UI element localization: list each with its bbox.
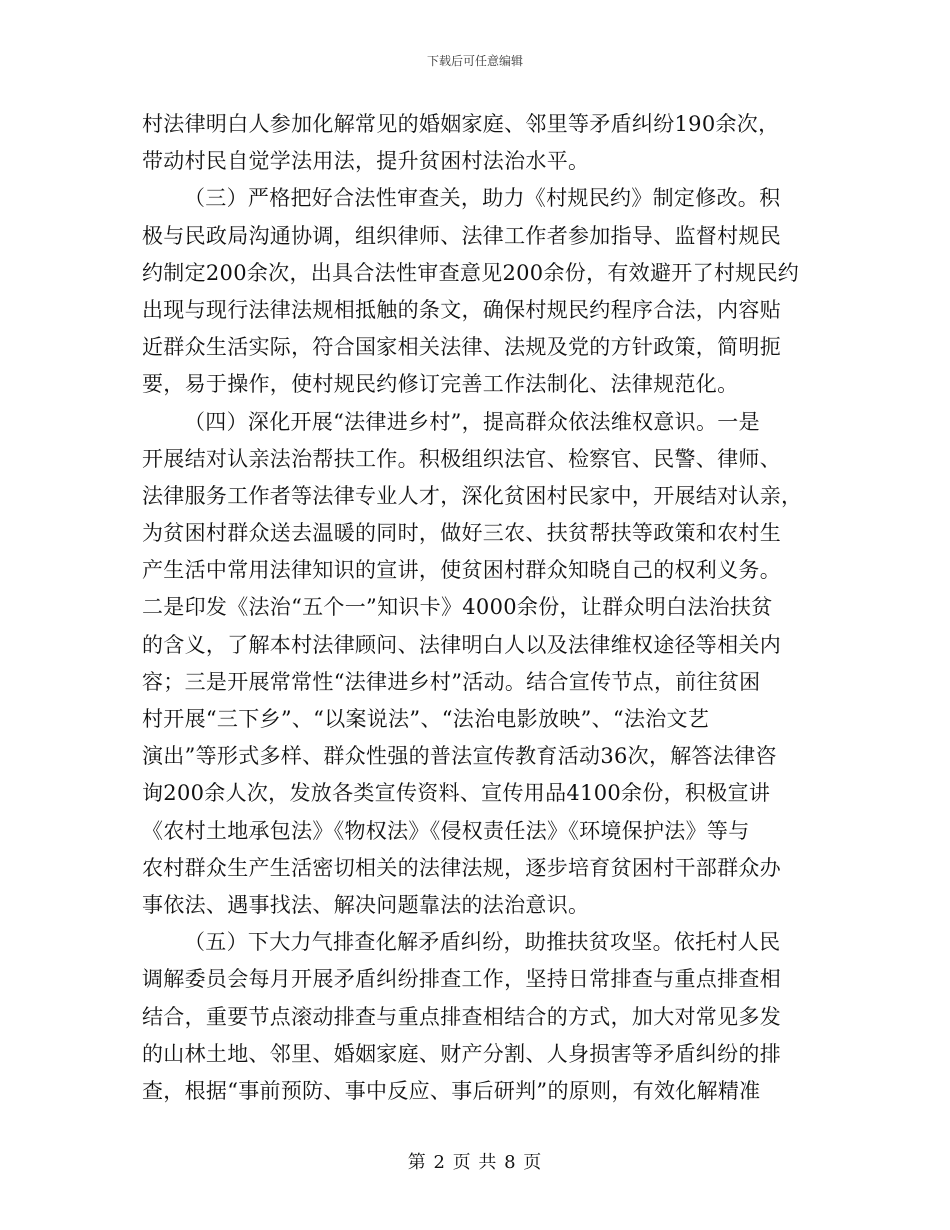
paragraph-start-line: （四）深化开展“法律进乡村”，提高群众依法维权意识。一是	[184, 409, 760, 434]
text-line: 演出”等形式多样、群众性强的普法宣传教育活动36次，解答法律咨	[142, 744, 777, 769]
text-line: 的含义，了解本村法律顾问、法律明白人以及法律维权途径等相关内	[142, 632, 781, 657]
text-line: 村开展“三下乡”、“以案说法”、“法治电影放映”、“法治文艺	[142, 707, 710, 731]
text-line: 极与民政局沟通协调，组织律师、法律工作者参加指导、监督村规民	[142, 223, 781, 248]
text-line: 调解委员会每月开展矛盾纠纷排查工作，坚持日常排查与重点排查相	[142, 967, 781, 992]
text-line: 带动村民自觉学法用法，提升贫困村法治水平。	[142, 149, 590, 174]
text-line: 《农村土地承包法》《物权法》《侵权责任法》《环境保护法》等与	[142, 818, 750, 843]
page-header: 下载后可任意编辑	[426, 54, 523, 68]
text-line: 约制定200余次，出具合法性审查意见200余份，有效避开了村规民约	[142, 260, 800, 285]
text-line: 二是印发《法治“五个一”知识卡》4000余份，让群众明白法治扶贫	[142, 595, 773, 620]
text-line: 询200余人次，发放各类宣传资料、宣传用品4100余份，积极宣讲	[142, 781, 771, 806]
text-line: 村法律明白人参加化解常见的婚姻家庭、邻里等矛盾纠纷190余次，	[142, 112, 780, 136]
text-line: 查，根据“事前预防、事中反应、事后研判”的原则，有效化解精准	[142, 1078, 761, 1103]
text-line: 结合，重要节点滚动排查与重点排查相结合的方式，加大对常见多发	[142, 1004, 781, 1029]
text-line: 开展结对认亲法治帮扶工作。积极组织法官、检察官、民警、律师、	[142, 446, 781, 471]
text-line: 出现与现行法律法规相抵触的条文，确保村规民约程序合法，内容贴	[142, 297, 781, 322]
text-line: 要，易于操作，使村规民约修订完善工作法制化、法律规范化。	[142, 372, 739, 397]
document-body	[142, 106, 802, 1110]
paragraph-start-line: （五）下大力气排查化解矛盾纠纷，助推扶贫攻坚。依托村人民	[184, 930, 781, 955]
text-line: 为贫困村群众送去温暖的同时，做好三农、扶贫帮扶等政策和农村生	[142, 521, 781, 546]
text-line: 近群众生活实际，符合国家相关法律、法规及党的方针政策，简明扼	[142, 335, 781, 360]
text-line: 事依法、遇事找法、解决问题靠法的法治意识。	[142, 892, 590, 917]
text-line: 农村群众生产生活密切相关的法律法规，逐步培育贫困村干部群众办	[142, 855, 781, 880]
paragraph-start-line: （三）严格把好合法性审查关，助力《村规民约》制定修改。积	[184, 186, 781, 211]
text-line: 的山林土地、邻里、婚姻家庭、财产分割、人身损害等矛盾纠纷的排	[142, 1041, 781, 1066]
text-line: 法律服务工作者等法律专业人才，深化贫困村民家中，开展结对认亲，	[142, 483, 803, 508]
page-number-footer: 第 2 页 共 8 页	[407, 1152, 543, 1173]
text-line: 产生活中常用法律知识的宣讲，使贫困村群众知晓自己的权利义务。	[142, 558, 781, 583]
text-line: 容；三是开展常常性“法律进乡村”活动。结合宣传节点，前往贫困	[142, 669, 761, 694]
